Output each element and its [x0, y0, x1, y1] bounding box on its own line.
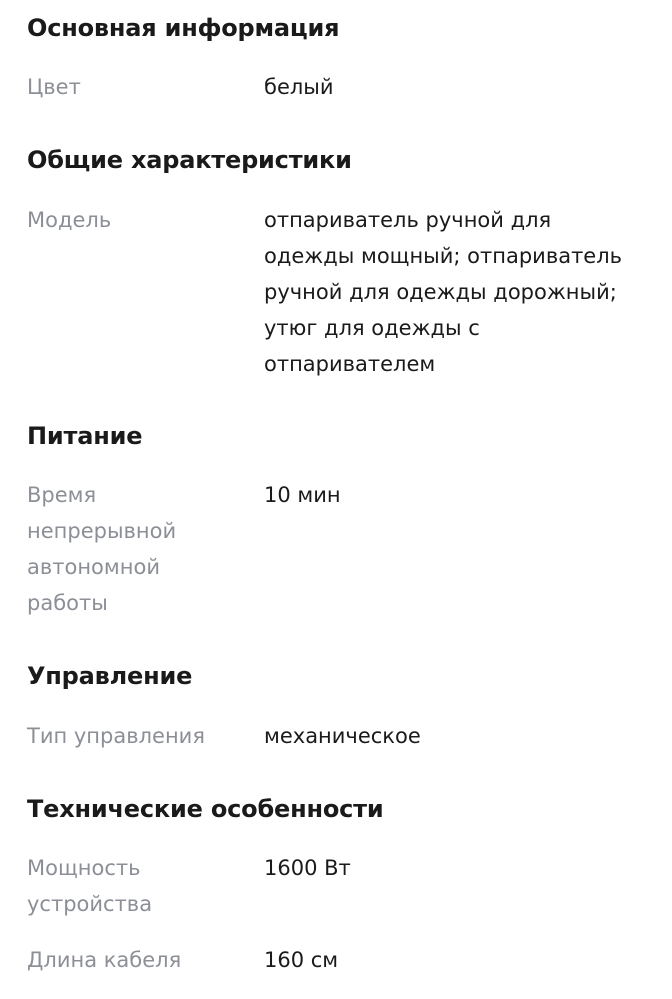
- section-title-power: Питание: [27, 422, 143, 450]
- spec-value-battery-time: 10 мин: [264, 483, 341, 507]
- spec-label-model: Модель: [27, 208, 112, 232]
- spec-value-control-type: механическое: [264, 724, 421, 748]
- spec-label-color: Цвет: [27, 75, 81, 99]
- spec-label-cable-length: Длина кабеля: [27, 948, 182, 972]
- spec-label-power: Мощность устройства: [27, 856, 153, 916]
- spec-value-model: отпариватель ручной для одежды мощный; отпариватель ручной для одежды дорожный; утюг для одежды с отпаривателем: [264, 208, 623, 376]
- section-title-main-info: Основная информация: [27, 14, 340, 42]
- spec-label-battery-time: Время непрерывной автономной работы: [27, 483, 177, 615]
- spec-value-color: белый: [264, 75, 334, 99]
- section-title-technical: Технические особенности: [27, 795, 384, 823]
- section-title-general: Общие характеристики: [27, 146, 352, 174]
- spec-value-cable-length: 160 см: [264, 948, 339, 972]
- spec-label-control-type: Тип управления: [27, 724, 205, 748]
- section-title-control: Управление: [27, 662, 193, 690]
- spec-value-power: 1600 Вт: [264, 856, 351, 880]
